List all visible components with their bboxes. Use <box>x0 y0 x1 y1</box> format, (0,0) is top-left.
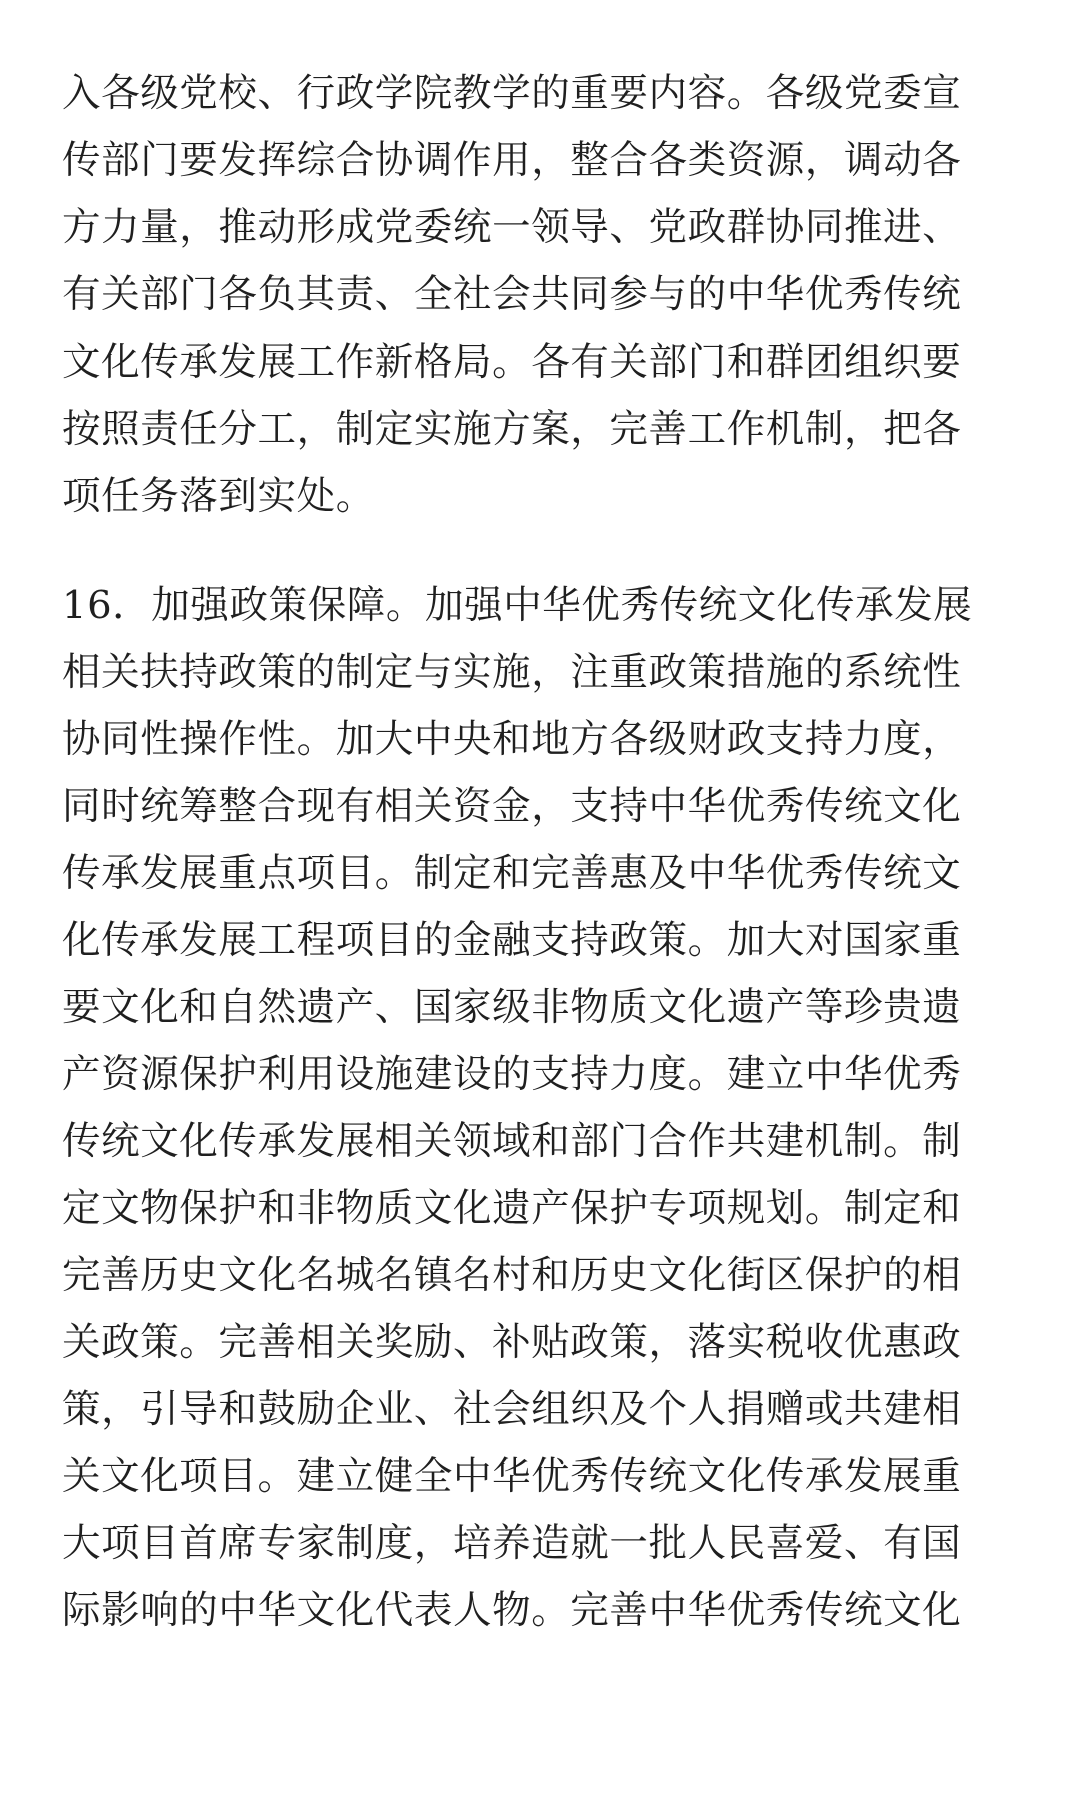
paragraph-2-line: 策，引导和鼓励企业、社会组织及个人捐赠或共建相 <box>62 1387 962 1432</box>
paragraph-2-line: 关政策。完善相关奖励、补贴政策，落实税收优惠政 <box>62 1320 962 1365</box>
paragraph-2-line: 际影响的中华文化代表人物。完善中华优秀传统文化 <box>62 1588 962 1633</box>
paragraph-2-line: 产资源保护利用设施建设的支持力度。建立中华优秀 <box>62 1052 962 1097</box>
paragraph-2-line: 关文化项目。建立健全中华优秀传统文化传承发展重 <box>62 1454 962 1499</box>
paragraph-1-line: 入各级党校、行政学院教学的重要内容。各级党委宣 <box>62 71 962 116</box>
paragraph-1-line: 有关部门各负其责、全社会共同参与的中华优秀传统 <box>62 272 962 317</box>
paragraph-1-line: 文化传承发展工作新格局。各有关部门和群团组织要 <box>62 340 962 385</box>
paragraph-1-line: 传部门要发挥综合协调作用，整合各类资源，调动各 <box>62 138 962 183</box>
paragraph-2-line: 同时统筹整合现有相关资金，支持中华优秀传统文化 <box>62 784 962 829</box>
paragraph-2-line: 相关扶持政策的制定与实施，注重政策措施的系统性 <box>62 650 962 695</box>
paragraph-2-line: 大项目首席专家制度，培养造就一批人民喜爱、有国 <box>62 1521 962 1566</box>
paragraph-2-line: 传承发展重点项目。制定和完善惠及中华优秀传统文 <box>62 851 962 896</box>
paragraph-2-line: 定文物保护和非物质文化遗产保护专项规划。制定和 <box>62 1186 962 1231</box>
paragraph-2-line: 要文化和自然遗产、国家级非物质文化遗产等珍贵遗 <box>62 985 962 1030</box>
paragraph-1-line: 项任务落到实处。 <box>62 474 375 519</box>
paragraph-2-line: 16．加强政策保障。加强中华优秀传统文化传承发展 <box>62 583 973 628</box>
paragraph-2-line: 协同性操作性。加大中央和地方各级财政支持力度， <box>62 717 962 762</box>
paragraph-2-line: 传统文化传承发展相关领域和部门合作共建机制。制 <box>62 1119 962 1164</box>
paragraph-1-line: 方力量，推动形成党委统一领导、党政群协同推进、 <box>62 205 962 250</box>
paragraph-2-line: 化传承发展工程项目的金融支持政策。加大对国家重 <box>62 918 962 963</box>
paragraph-1-line: 按照责任分工，制定实施方案，完善工作机制，把各 <box>62 407 962 452</box>
paragraph-2-line: 完善历史文化名城名镇名村和历史文化街区保护的相 <box>62 1253 962 1298</box>
